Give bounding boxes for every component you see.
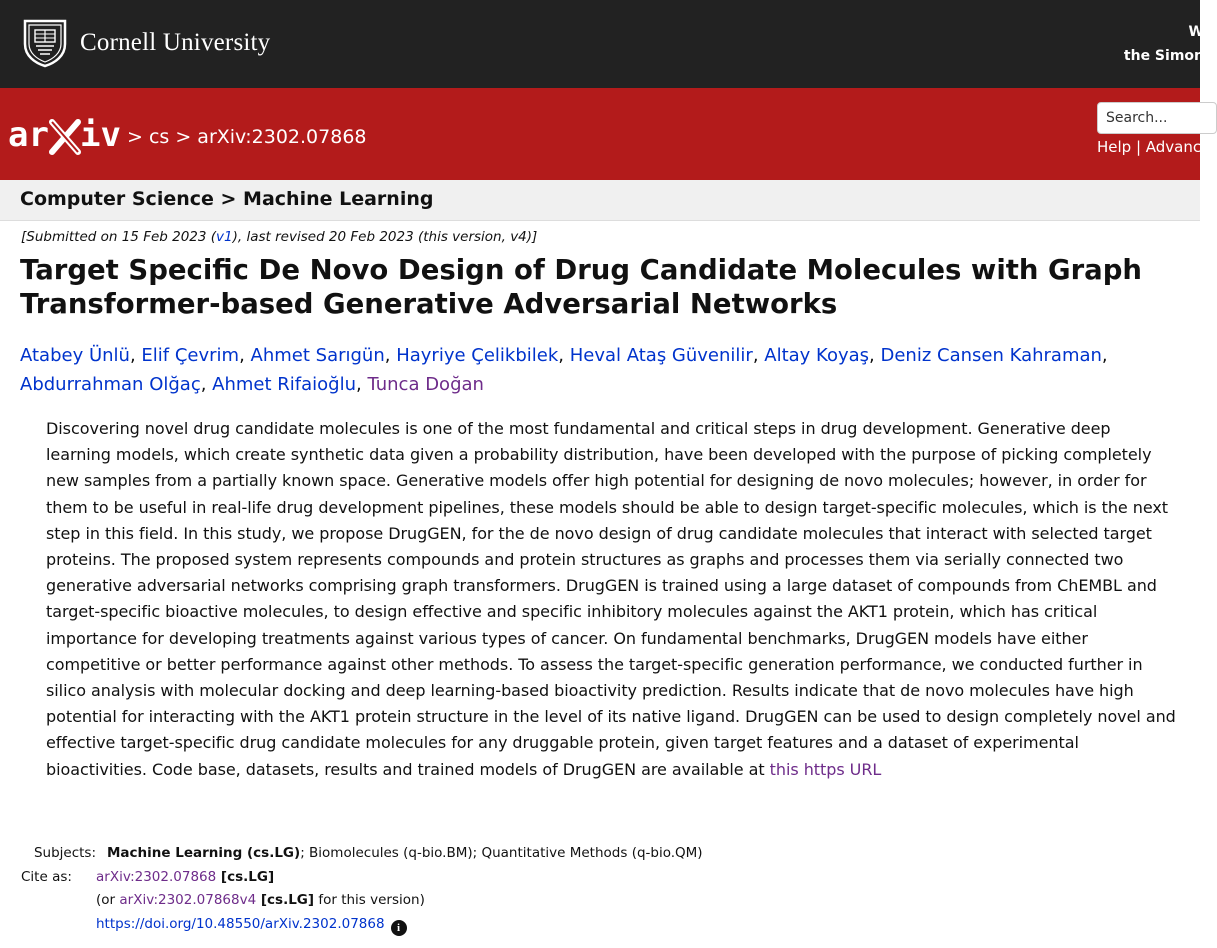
version-link[interactable]: arXiv:2302.07868v4 bbox=[119, 892, 257, 908]
support-text bbox=[1124, 20, 1204, 68]
dateline-suffix: ), last revised 20 Feb 2023 (this version, v4)] bbox=[232, 229, 538, 245]
abstract-text: Discovering novel drug candidate molecules is one of the most fundamental and critical steps in drug development. Generative deep learning models, which create synthetic data given a probability distribution, have been developed with the purpose of picking completely new samples from a partially known space. Generative models offer high potential for designing de novo molecules; however, in order for them to be useful in real-life drug development pipelines, these models should be able to design target-specific molecules, which is the next step in this field. In this study, we propose DrugGEN, for the de novo design of drug candidate molecules that interact with selected target proteins. The proposed system represents compounds and protein structures as graphs and processes them via serially connected two generative adversarial networks comprising graph transformers. DrugGEN is trained using a large dataset of compounds from ChEMBL and target-specific bioactive molecules, to design effective and specific inhibitory molecules against the AKT1 protein, which has critical importance for developing treatments against various types of cancer. On fundamental benchmarks, DrugGEN models have either competitive or better performance against other methods. To assess the target-specific generation performance, we conducted further in silico analysis with molecular docking and deep learning-based bioactivity prediction. Results indicate that de novo molecules have high potential for interacting with the AKT1 protein structure in the level of its native ligand. DrugGEN can be used to design completely novel and effective target-specific drug candidate molecules for any druggable protein, given target features and a dataset of experimental bioactivities. Code base, datasets, results and trained models of DrugGEN are available at bbox=[46, 419, 1176, 779]
author-list: Atabey Ünlü, Elif Çevrim, Ahmet Sarıgün, Hayriye Çelikbilek, Heval Ataş Güvenilir, Altay Koyaş, Deniz Cansen Kahraman, Abdurrahman Olğaç, Ahmet Rifaioğlu, Tunca Doğan bbox=[20, 345, 1108, 395]
paper-title: Target Specific De Novo Design of Drug Candidate Molecules with Graph Transformer-based Generative Adversarial Networks bbox=[20, 254, 1142, 320]
breadcrumb[interactable]: > cs > arXiv:2302.07868 bbox=[127, 126, 367, 148]
version-category: [cs.LG] bbox=[256, 892, 315, 908]
doi-row bbox=[20, 913, 703, 937]
author-link[interactable]: Abdurrahman Olğaç bbox=[20, 374, 201, 395]
search-input[interactable] bbox=[1097, 102, 1217, 134]
cite-category: [cs.LG] bbox=[216, 868, 275, 885]
author-link[interactable]: Altay Koyaş bbox=[764, 345, 870, 366]
cornell-shield-icon bbox=[22, 18, 68, 68]
abstract-url-link[interactable]: this https URL bbox=[769, 759, 882, 779]
submission-dateline bbox=[21, 229, 537, 245]
author-link[interactable]: Heval Ataş Güvenilir bbox=[569, 345, 753, 366]
author-link[interactable]: Hayriye Çelikbilek bbox=[396, 345, 559, 366]
version-prefix: (or bbox=[96, 892, 120, 908]
metadata-table bbox=[20, 842, 703, 936]
version-value bbox=[96, 889, 425, 913]
doi-link[interactable]: https://doi.org/10.48550/arXiv.2302.07868 bbox=[96, 915, 385, 932]
abstract bbox=[46, 416, 1176, 783]
author-link[interactable]: Deniz Cansen Kahraman bbox=[880, 345, 1102, 366]
cite-row bbox=[20, 866, 703, 890]
subjects-label: Subjects: bbox=[33, 845, 96, 861]
author-link[interactable]: Ahmet Sarıgün bbox=[250, 345, 385, 366]
cornell-name: Cornell University bbox=[80, 29, 271, 56]
version-row bbox=[20, 889, 703, 913]
arxiv-logo-icon[interactable] bbox=[8, 112, 120, 156]
cornell-header bbox=[0, 0, 1204, 88]
subject-heading: Computer Science > Machine Learning bbox=[20, 188, 434, 210]
info-icon[interactable]: i bbox=[391, 920, 407, 936]
author-link[interactable]: Tunca Doğan bbox=[367, 374, 484, 395]
help-advanced-links[interactable]: Help | Advance bbox=[1097, 138, 1211, 156]
doi-value bbox=[96, 913, 407, 937]
cite-label: Cite as: bbox=[21, 868, 72, 885]
cite-value bbox=[96, 866, 274, 890]
dateline-prefix: [Submitted on 15 Feb 2023 ( bbox=[21, 229, 217, 245]
cornell-logo-link[interactable] bbox=[22, 18, 270, 68]
other-subjects: ; Biomolecules (q-bio.BM); Quantitative Methods (q-bio.QM) bbox=[300, 845, 703, 861]
author-link[interactable]: Elif Çevrim bbox=[141, 345, 240, 366]
support-line-1: W bbox=[1188, 24, 1204, 40]
subjects-row bbox=[20, 842, 703, 866]
version-suffix: for this version) bbox=[314, 892, 425, 908]
subjects-value bbox=[107, 842, 703, 866]
cite-id-link[interactable]: arXiv:2302.07868 bbox=[96, 868, 217, 885]
author-link[interactable]: Atabey Ünlü bbox=[20, 345, 130, 366]
svg-text:ar: ar bbox=[8, 115, 49, 155]
author-link[interactable]: Ahmet Rifaioğlu bbox=[212, 374, 357, 395]
svg-text:iv: iv bbox=[80, 115, 121, 155]
support-line-2: the Simon bbox=[1123, 48, 1204, 64]
primary-subject: Machine Learning (cs.LG) bbox=[107, 845, 301, 861]
v1-link[interactable]: v1 bbox=[216, 229, 233, 245]
subject-header bbox=[0, 180, 1200, 221]
